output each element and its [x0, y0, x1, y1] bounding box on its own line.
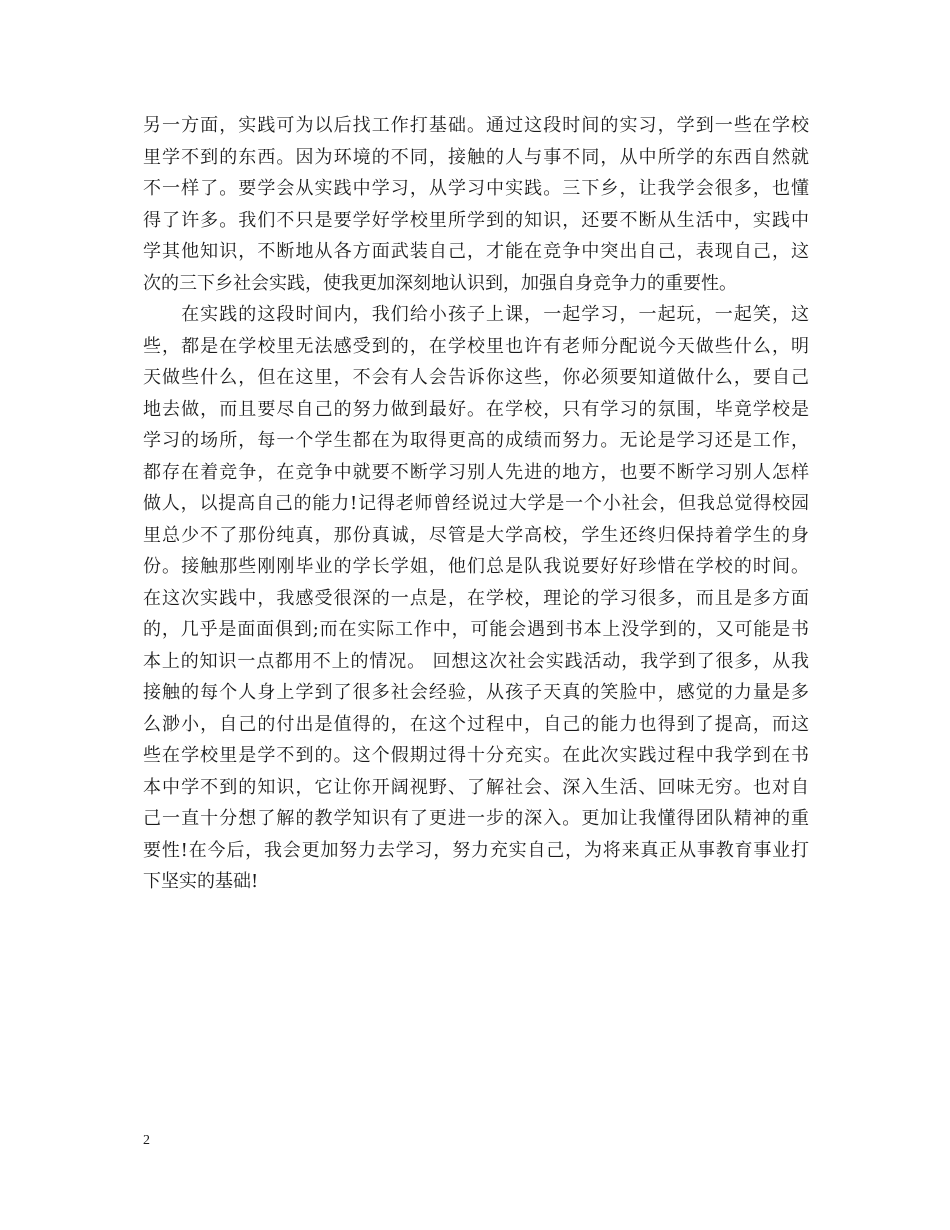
text-line: 学习的场所，每一个学生都在为取得更高的成绩而努力。无论是学习还是工作，: [143, 430, 809, 451]
text-line: 得了许多。我们不只是要学好学校里所学到的知识，还要不断从生活中，实践中: [143, 209, 809, 231]
text-line: 学其他知识，不断地从各方面武装自己，才能在竞争中突出自己，表现自己，这: [143, 241, 809, 262]
text-line: 本中学不到的知识，它让你开阔视野、了解社会、深入生活、回味无穷。也对自: [143, 776, 809, 798]
text-line: 在这次实践中，我感受很深的一点是，在学校，理论的学习很多，而且是多方面: [143, 587, 809, 609]
text-line: 都存在着竞争，在竞争中就要不断学习别人先进的地方，也要不断学习别人怎样: [143, 461, 809, 483]
text-line: 里总少不了那份纯真，那份真诚，尽管是大学高校，学生还终归保持着学生的身: [143, 524, 809, 546]
text-line: 次的三下乡社会实践，使我更加深刻地认识到，加强自身竞争力的重要性。: [143, 272, 737, 294]
text-line: 不一样了。要学会从实践中学习，从学习中实践。三下乡，让我学会很多，也懂: [143, 178, 809, 199]
body-text: [143, 110, 809, 898]
page-number: 2: [143, 1133, 150, 1148]
text-line: 的，几乎是面面俱到;而在实际工作中，可能会遇到书本上没学到的，又可能是书: [143, 619, 809, 640]
text-line: 己一直十分想了解的教学知识有了更进一步的深入。更加让我懂得团队精神的重: [143, 808, 809, 829]
text-line: 另一方面，实践可为以后找工作打基础。通过这段时间的实习，学到一些在学校: [143, 115, 809, 136]
text-line: 本上的知识一点都用不上的情况。 回想这次社会实践活动，我学到了很多，从我: [143, 650, 809, 672]
text-line: 里学不到的东西。因为环境的不同，接触的人与事不同，从中所学的东西自然就: [143, 146, 809, 168]
text-line: 些，都是在学校里无法感受到的，在学校里也许有老师分配说今天做些什么，明: [143, 335, 809, 357]
text-line: 地去做，而且要尽自己的努力做到最好。在学校，只有学习的氛围，毕竟学校是: [143, 398, 809, 420]
text-line: 下坚实的基础!: [143, 871, 259, 892]
text-line: 份。接触那些刚刚毕业的学长学姐，他们总是队我说要好好珍惜在学校的时间。: [143, 556, 809, 577]
text-line: 天做些什么，但在这里，不会有人会告诉你这些，你必须要知道做什么，要自己: [143, 367, 809, 388]
text-line: 接触的每个人身上学到了很多社会经验，从孩子天真的笑脸中，感觉的力量是多: [143, 682, 809, 703]
text-line: 做人，以提高自己的能力!记得老师曾经说过大学是一个小社会，但我总觉得校园: [143, 493, 809, 514]
text-line: 要性!在今后，我会更加努力去学习，努力充实自己，为将来真正从事教育事业打: [143, 839, 809, 861]
text-line: 么渺小，自己的付出是值得的，在这个过程中，自己的能力也得到了提高，而这: [143, 713, 809, 735]
text-line: 些在学校里是学不到的。这个假期过得十分充实。在此次实践过程中我学到在书: [143, 745, 809, 766]
text-line: 在实践的这段时间内，我们给小孩子上课，一起学习，一起玩，一起笑，这: [143, 304, 809, 325]
